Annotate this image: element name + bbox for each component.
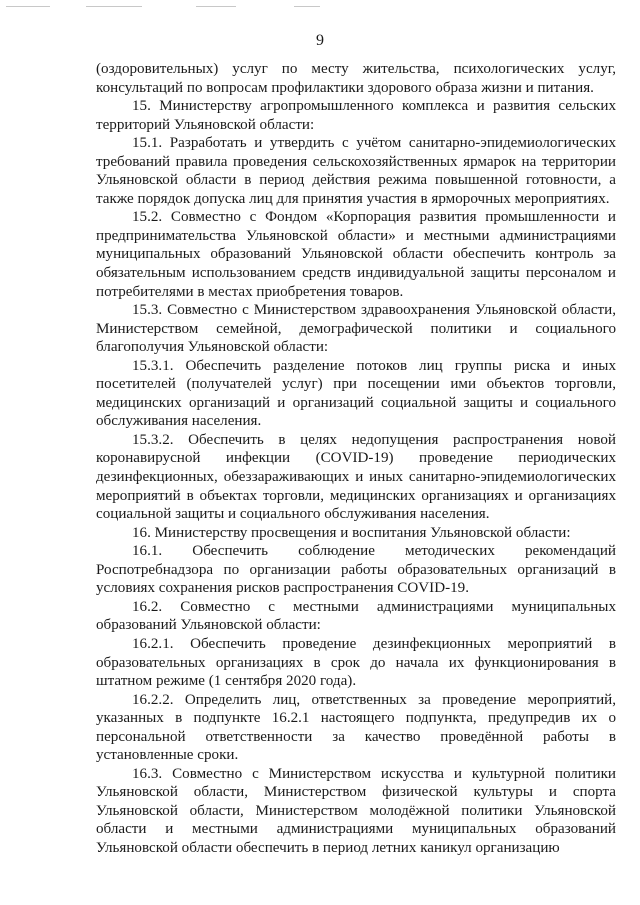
paragraph: 15. Министерству агропромышленного комплекса и развития сельских территорий Ульяновской области: xyxy=(96,98,616,133)
paragraph: 15.2. Совместно с Фондом «Корпорация развития промышленности и предпринимательства Ульяновской области» и местными администрациями муниципальных образований Ульяновской области обеспечить контроль за обязательным использованием средств индивидуальной защиты персоналом и потребителями в местах приобретения товаров. xyxy=(96,209,616,300)
paragraph: 16.2. Совместно с местными администрациями муниципальных образований Ульяновской области: xyxy=(96,598,616,634)
paragraph: 15.1. Разработать и утвердить с учётом санитарно-эпидемиологических требований правила проведения сельскохозяйственных ярмарок на территории Ульяновской области в период действия режима повышенной готовности, а также порядок допуска лиц для принятия участия в ярморочных мероприятиях. xyxy=(96,135,616,207)
paragraph: 15.3.1. Обеспечить разделение потоков лиц группы риска и иных посетителей (получателей услуг) при посещении ими объектов торговли, медицинских организаций и организаций социальной защиты и социального обслуживания населения. xyxy=(96,357,616,430)
scan-artifact xyxy=(86,6,142,7)
paragraph: 16.3. Совместно с Министерством искусства и культурной политики Ульяновской области, Министерством физической культуры и спорта Ульяновской области, Министерством молодёжной политики Ульяновской области и местными администрациями муниципальных образований Ульяновской области обеспечить в период летних каникул организацию xyxy=(96,765,616,856)
paragraph: 16.1. Обеспечить соблюдение методических рекомендаций Роспотребнадзора по организации работы образовательных организаций в условиях сохранения рисков распространения COVID-19. xyxy=(96,543,616,597)
document-body xyxy=(96,60,616,858)
paragraph: 15.3.2. Обеспечить в целях недопущения распространения новой коронавирусной инфекции (COVID-19) проведение периодических дезинфекционных, обеззараживающих и иных санитарно-эпидемиологических мероприятий в объектах торговли, медицинских организациях и организациях социальной защиты и социального обслуживания населения. xyxy=(96,431,616,523)
paragraph: 15.3. Совместно с Министерством здравоохранения Ульяновской области, Министерством семейной, демографической политики и социального благополучия Ульяновской области: xyxy=(96,302,616,356)
paragraph: 16.2.1. Обеспечить проведение дезинфекционных мероприятий в образовательных организациях в срок до начала их функционирования в штатном режиме (1 сентября 2020 года). xyxy=(96,635,616,690)
scan-artifact xyxy=(294,6,320,7)
paragraph: 16. Министерству просвещения и воспитания Ульяновской области: xyxy=(132,524,571,541)
scan-artifact xyxy=(196,6,236,7)
paragraph: (оздоровительных) услуг по месту жительства, психологических услуг, консультаций по вопросам профилактики здорового образа жизни и питания. xyxy=(96,61,616,96)
scan-artifact xyxy=(6,6,50,7)
page-number: 9 xyxy=(316,32,324,49)
paragraph: 16.2.2. Определить лиц, ответственных за проведение мероприятий, указанных в подпункте 16.2.1 настоящего подпункта, предупредив их о персональной ответственности за качество проведённой работы в установленные сроки. xyxy=(96,691,616,764)
